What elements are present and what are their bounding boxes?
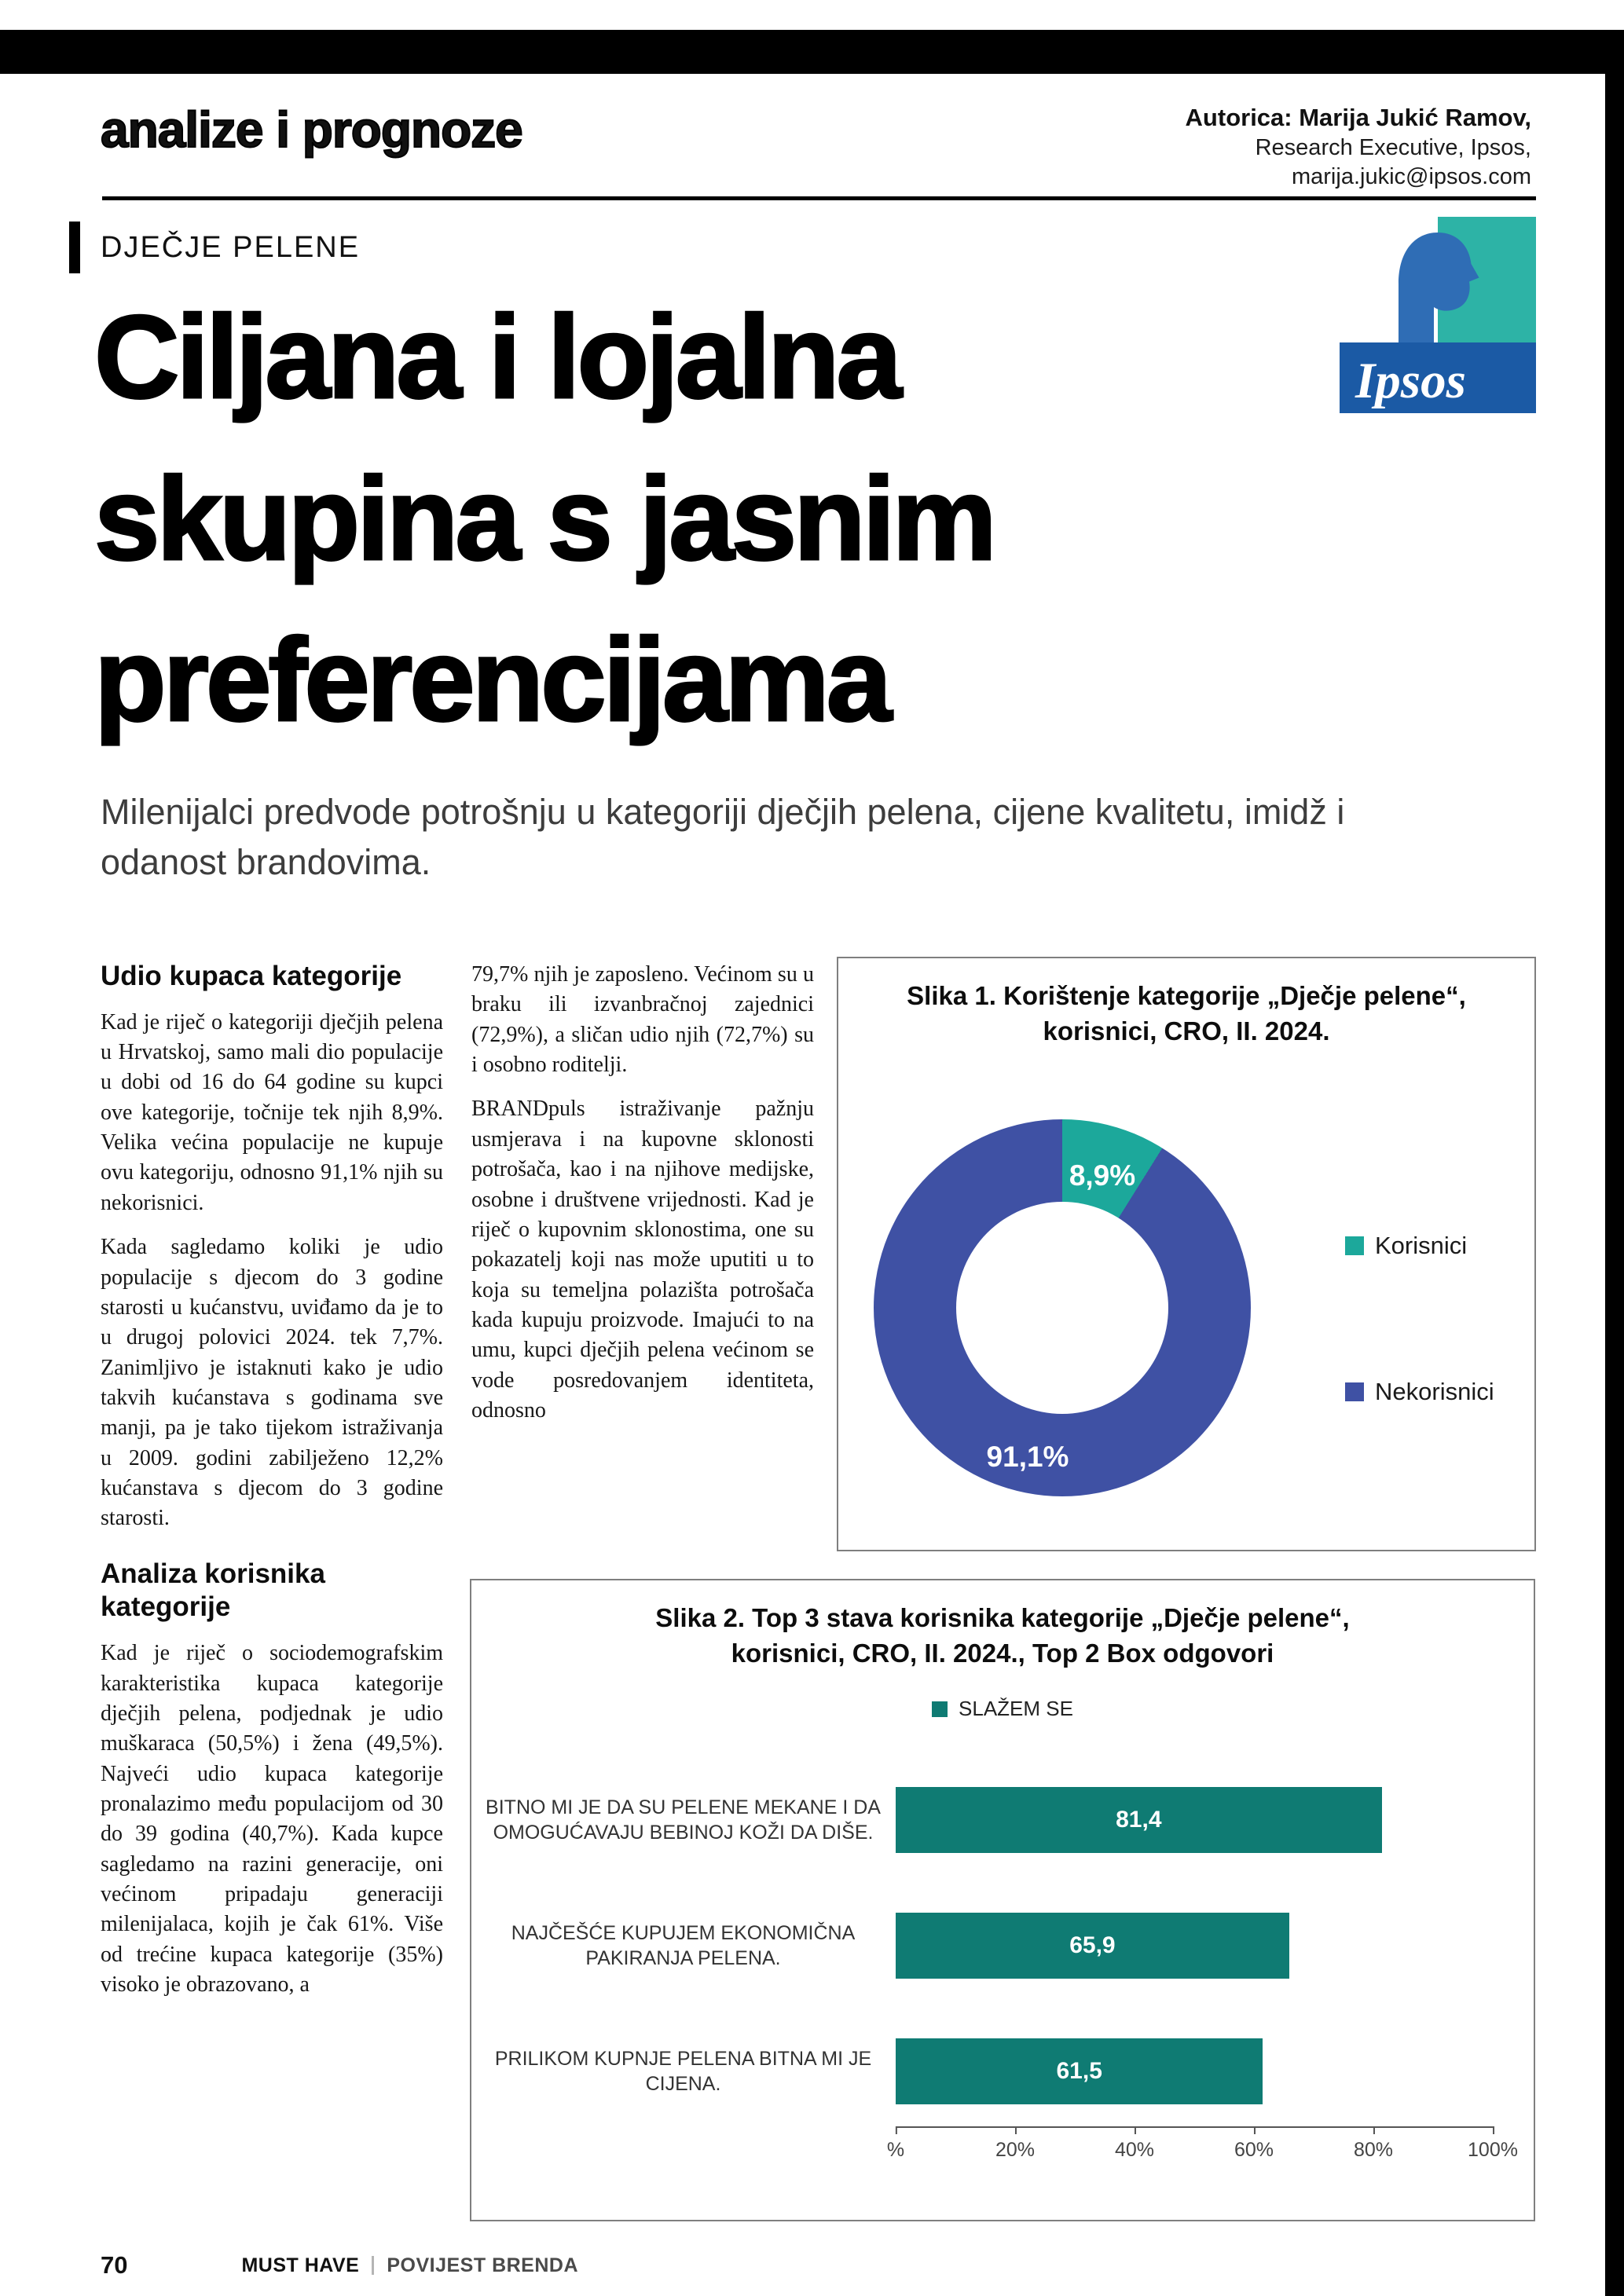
legend-label-korisnici: Korisnici — [1375, 1232, 1468, 1259]
bar-category-label: NAJČEŠĆE KUPUJEM EKONOMIČNA PAKIRANJA PELENA. — [511, 1921, 856, 1969]
top-black-bar — [0, 30, 1624, 74]
column1-heading-2: Analiza korisnika kategorije — [101, 1558, 325, 1623]
donut-label-korisnici: 8,9% — [1069, 1159, 1136, 1192]
bar-track — [896, 1913, 1493, 1979]
kicker-label: DJEČJE PELENE — [101, 230, 361, 264]
magazine-section-title: analize i prognoze — [101, 101, 522, 158]
bar — [896, 2038, 1263, 2104]
text-column-2 — [471, 960, 814, 1440]
kicker-bar — [69, 222, 80, 273]
ipsos-logo — [1340, 217, 1536, 413]
article-kicker — [69, 222, 360, 273]
author-block — [1186, 102, 1531, 192]
donut-hole — [956, 1202, 1168, 1414]
figure-2-title-line-1: Slika 2. Top 3 stava korisnika kategorije „Dječje pelene“, — [655, 1603, 1350, 1632]
figure-1-legend — [1345, 1232, 1494, 1406]
x-axis — [886, 2126, 1518, 2169]
x-axis-tick: 40% — [1114, 2139, 1155, 2161]
footer-section-name: POVIJEST BRENDA — [387, 2254, 579, 2276]
figure-2-title — [471, 1580, 1534, 1671]
column2-paragraph-1: 79,7% njih je zaposleno. Većinom su u braku ili izvanbračnoj zajednici (72,9%), a sličan udio njih (72,7%) su i osobno roditelji. — [471, 962, 814, 1078]
x-axis-tick: 100% — [1468, 2139, 1518, 2161]
figure-1-title — [838, 958, 1534, 1049]
page-number: 70 — [101, 2251, 128, 2279]
column1-paragraph-1: Kad je riječ o kategoriji dječjih pelena u Hrvatskoj, samo mali dio populacije u dobi od 16 do 64 godine su kupci ove kategorije, točnije tek njih 8,9%. Velika većina populacije ne kupuje ovu kategoriju, odnosno 91,1% njih su nekorisnici. — [101, 1009, 443, 1215]
legend-label-nekorisnici: Nekorisnici — [1375, 1378, 1494, 1405]
legend-label-slazem-se: SLAŽEM SE — [959, 1697, 1073, 1720]
donut-label-nekorisnici: 91,1% — [986, 1441, 1069, 1473]
headline-line-3: preferencijama — [94, 613, 889, 745]
figure-1-title-line-1: Slika 1. Korištenje kategorije „Dječje pelene“, — [907, 981, 1466, 1010]
page-footer — [101, 2251, 578, 2280]
column1-paragraph-2: Kada sagledamo koliki je udio populacije s djecom do 3 godine starosti u kućanstvu, uviđamo da je to u drugoj polovici 2024. tek 7,7%. Zanimljivo je istaknuti kako je udio takvih kućanstava s godinama sve manji, pa je tako tijekom istraživanja u 2009. godini zabilježeno 12,2% kućanstava s djecom do 3 godine starosti. — [101, 1235, 443, 1531]
column1-paragraph-3: Kad je riječ o sociodemografskim karakteristika kupaca kategorije dječjih pelena, podjednak je udio muškaraca (50,5%) i žena (49,5%). Najveći udio kupaca kategorije pronalazimo među populacijom od 30 do 39 godina (40,7%). Kada kupce sagledamo na razini generacije, oni većinom pripadaju generaciji milenijalaca, kojih je čak 61%. Više od trećine kupaca kategorije (35%) visoko je obrazovano, a — [101, 1641, 443, 1998]
x-axis-tick: 80% — [1353, 2139, 1394, 2161]
legend-swatch-korisnici — [1345, 1236, 1364, 1255]
right-black-bar — [1605, 30, 1624, 2296]
author-role: Research Executive, Ipsos, — [1255, 134, 1531, 160]
donut-chart — [874, 1119, 1251, 1496]
bar-row — [481, 2020, 1502, 2122]
legend-item-nekorisnici — [1345, 1378, 1494, 1406]
bar-value-label: 65,9 — [1069, 1932, 1116, 1958]
text-column-1 — [101, 960, 443, 2014]
author-email: marija.jukic@ipsos.com — [1291, 163, 1531, 189]
article-lead: Milenijalci predvode potrošnju u kategoriji dječjih pelena, cijene kvalitetu, imidž i odanost brandovima. — [101, 792, 1345, 882]
figure-1-title-line-2: korisnici, CRO, II. 2024. — [1043, 1016, 1330, 1045]
figure-2-title-line-2: korisnici, CRO, II. 2024., Top 2 Box odgovori — [731, 1638, 1274, 1668]
magazine-name: MUST HAVE — [241, 2254, 360, 2276]
figure-2-legend — [471, 1697, 1534, 1721]
x-axis-tick: 20% — [995, 2139, 1036, 2161]
headline-line-1: Ciljana i lojalna — [94, 291, 899, 423]
masthead-rule — [102, 196, 1536, 200]
bar-category-label: BITNO MI JE DA SU PELENE MEKANE I DA OMOGUĆAVAJU BEBINOJ KOŽI DA DIŠE. — [486, 1796, 881, 1844]
legend-item-korisnici — [1345, 1232, 1494, 1260]
x-axis-tick: 60% — [1234, 2139, 1274, 2161]
bar-track — [896, 2038, 1493, 2104]
bar-value-label: 61,5 — [1056, 2058, 1102, 2084]
x-axis-tick: % — [886, 2139, 905, 2161]
figure-1-donut-chart — [837, 957, 1536, 1551]
bar — [896, 1913, 1289, 1979]
column1-heading-1: Udio kupaca kategorije — [101, 961, 402, 991]
column2-paragraph-2: BRANDpuls istraživanje pažnju usmjerava i na kupovne sklonosti potrošača, kao i na njihove medijske, osobne i društvene vrijednosti. Kad je riječ o kupovnim sklonostima, one su pokazatelj koji nas može uputiti u to koja su temeljna polazišta potrošača kada kupuju proizvode. Imajući to na umu, kupci dječjih pelena većinom se vode posredovanjem identiteta, odnosno — [471, 1097, 814, 1423]
footer-divider — [372, 2256, 374, 2275]
bar-row — [481, 1769, 1502, 1871]
author-name: Autorica: Marija Jukić Ramov, — [1185, 104, 1531, 131]
article-headline — [94, 276, 994, 761]
ipsos-wordmark: Ipsos — [1355, 353, 1466, 409]
bar-track — [896, 1787, 1493, 1853]
figure-2-bar-chart — [470, 1579, 1535, 2221]
legend-swatch-slazem-se — [932, 1701, 948, 1717]
legend-swatch-nekorisnici — [1345, 1382, 1364, 1401]
bar-row — [481, 1895, 1502, 1997]
ipsos-logo-art — [1340, 217, 1536, 413]
bar-category-label: PRILIKOM KUPNJE PELENA BITNA MI JE CIJENA. — [494, 2047, 872, 2095]
bar — [896, 1787, 1382, 1853]
headline-line-2: skupina s jasnim — [94, 452, 994, 584]
bar-value-label: 81,4 — [1116, 1807, 1162, 1833]
